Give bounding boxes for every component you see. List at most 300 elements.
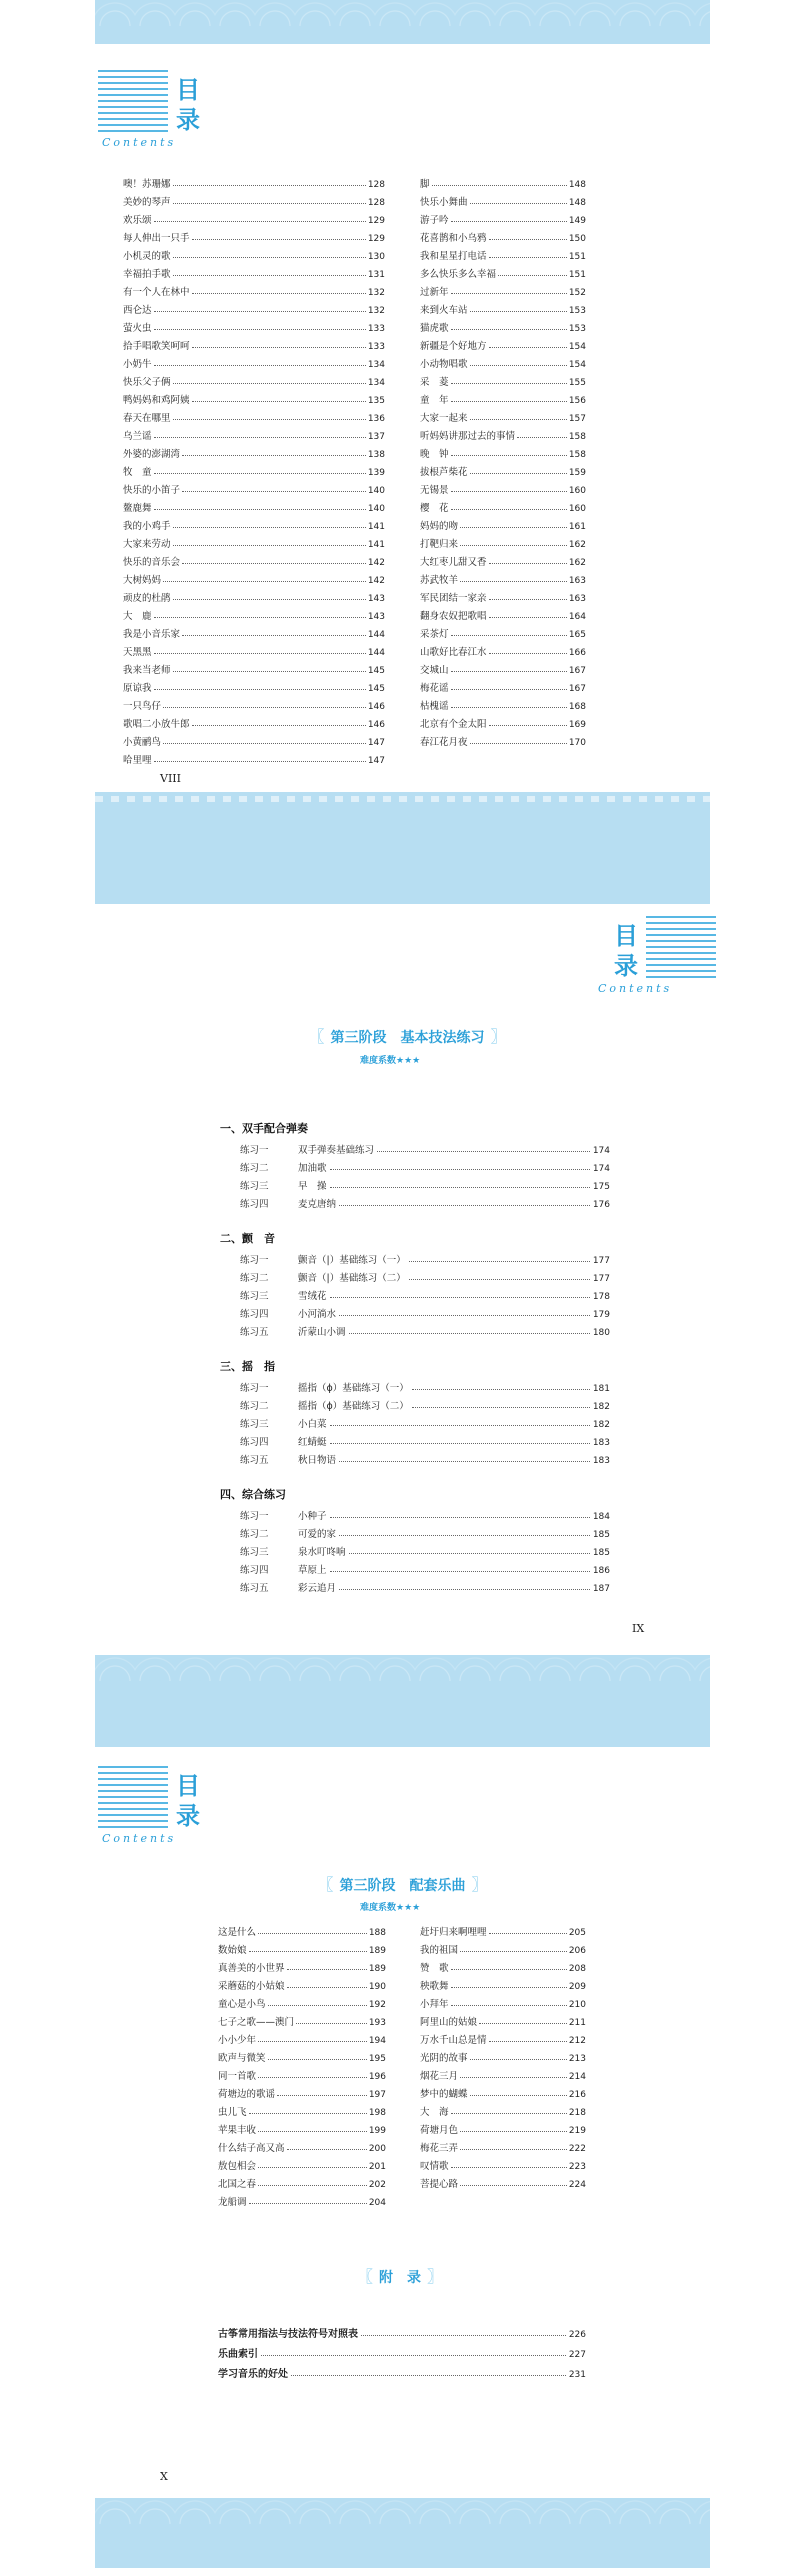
exercise-page: 177 xyxy=(592,1256,610,1266)
toc-entry[interactable] xyxy=(420,478,586,496)
exercise-entry[interactable] xyxy=(240,1156,610,1174)
appendix-entry[interactable] xyxy=(218,2340,586,2360)
toc-entry[interactable] xyxy=(420,2046,586,2064)
dot-leader xyxy=(489,563,567,564)
toc-entry[interactable] xyxy=(420,568,586,586)
appendix-entry[interactable] xyxy=(218,2360,586,2380)
toc-entry-page: 154 xyxy=(568,360,586,370)
toc-entry[interactable] xyxy=(420,640,586,658)
toc-entry[interactable] xyxy=(420,694,586,712)
toc-entry[interactable] xyxy=(123,280,385,298)
toc-entry[interactable] xyxy=(420,406,586,424)
dot-leader xyxy=(451,2167,567,2168)
toc-entry[interactable] xyxy=(123,352,385,370)
toc-entry[interactable] xyxy=(420,190,586,208)
toc-entry[interactable] xyxy=(123,676,385,694)
exercise-page: 185 xyxy=(592,1530,610,1540)
toc-entry-page: 151 xyxy=(568,252,586,262)
exercise-page: 178 xyxy=(592,1292,610,1302)
dot-leader xyxy=(182,491,366,492)
toc-entry[interactable] xyxy=(420,550,586,568)
toc-entry[interactable] xyxy=(123,370,385,388)
exercise-number: 练习四 xyxy=(240,1309,269,1320)
toc-entry[interactable] xyxy=(218,2010,386,2028)
title-char-mu: 目 xyxy=(176,75,200,104)
toc-entry-page: 190 xyxy=(368,1982,386,1992)
toc-entry-title: 大 海 xyxy=(420,2107,449,2118)
toc-entry-page: 138 xyxy=(367,450,385,460)
dot-leader xyxy=(182,635,366,636)
toc-entry-title: 虫儿飞 xyxy=(218,2107,247,2118)
toc-entry[interactable] xyxy=(218,2028,386,2046)
toc-entry-page: 141 xyxy=(367,540,385,550)
toc-entry-page: 133 xyxy=(367,342,385,352)
dot-leader xyxy=(173,257,366,258)
toc-entry-title: 阿里山的姑娘 xyxy=(420,2017,478,2028)
toc-entry[interactable] xyxy=(420,388,586,406)
exercise-entry[interactable] xyxy=(240,1522,610,1540)
dot-leader xyxy=(192,725,366,726)
dot-leader xyxy=(460,527,567,528)
exercise-number: 练习三 xyxy=(240,1181,269,1192)
appendix-entry-page: 227 xyxy=(568,2350,586,2360)
toc-entry[interactable] xyxy=(123,262,385,280)
exercise-page: 183 xyxy=(592,1456,610,1466)
toc-entry-title: 我的祖国 xyxy=(420,1945,459,1956)
exercise-page: 185 xyxy=(592,1548,610,1558)
exercise-number: 练习一 xyxy=(240,1511,269,1522)
toc-entry-page: 128 xyxy=(367,180,385,190)
toc-entry[interactable] xyxy=(123,712,385,730)
title-char-mu: 目 xyxy=(614,921,638,950)
toc-entry[interactable] xyxy=(218,1956,386,1974)
toc-entry[interactable] xyxy=(420,280,586,298)
exercise-title: 雪绒花 xyxy=(298,1291,327,1302)
dot-leader xyxy=(460,2131,567,2132)
dot-leader xyxy=(330,1187,590,1188)
toc-right-column xyxy=(420,1920,586,2190)
contents-header xyxy=(590,916,720,1006)
dot-leader xyxy=(154,221,366,222)
toc-entry-page: 132 xyxy=(367,306,385,316)
exercise-entry[interactable] xyxy=(240,1248,610,1266)
dot-leader xyxy=(451,509,567,510)
toc-entry-title: 真善美的小世界 xyxy=(218,1963,285,1974)
dot-leader xyxy=(154,761,366,762)
dot-leader xyxy=(451,221,567,222)
toc-entry-title: 苹果丰收 xyxy=(218,2125,257,2136)
stripe-decoration xyxy=(646,916,716,978)
toc-entry-page: 198 xyxy=(368,2108,386,2118)
toc-entry-title: 萤火虫 xyxy=(123,323,152,334)
exercise-entry[interactable] xyxy=(240,1266,610,1284)
toc-entry-page: 210 xyxy=(568,2000,586,2010)
toc-entry[interactable] xyxy=(123,586,385,604)
toc-entry[interactable] xyxy=(123,658,385,676)
dot-leader xyxy=(451,455,567,456)
toc-entry[interactable] xyxy=(123,640,385,658)
toc-entry[interactable] xyxy=(123,244,385,262)
stage-title-text: 第三阶段 配套乐曲 xyxy=(339,1878,466,1894)
toc-entry-title: 快乐父子俩 xyxy=(123,377,171,388)
toc-entry[interactable] xyxy=(420,2136,586,2154)
toc-entry[interactable] xyxy=(123,604,385,622)
dot-leader xyxy=(470,743,567,744)
toc-entry-page: 133 xyxy=(367,324,385,334)
toc-entry[interactable] xyxy=(420,2118,586,2136)
toc-entry-title: 菩提心路 xyxy=(420,2179,459,2190)
dot-leader xyxy=(470,2059,567,2060)
toc-entry[interactable] xyxy=(123,694,385,712)
toc-entry[interactable] xyxy=(123,532,385,550)
toc-entry[interactable] xyxy=(218,1938,386,1956)
toc-entry-page: 145 xyxy=(367,666,385,676)
toc-entry[interactable] xyxy=(420,604,586,622)
toc-entry[interactable] xyxy=(420,208,586,226)
toc-entry-page: 214 xyxy=(568,2072,586,2082)
toc-entry[interactable] xyxy=(420,262,586,280)
exercise-title: 小白菜 xyxy=(298,1419,327,1430)
exercise-number: 练习三 xyxy=(240,1419,269,1430)
toc-entry-title: 赞 歌 xyxy=(420,1963,449,1974)
toc-entry-title: 鳌鹿舞 xyxy=(123,503,152,514)
toc-entry[interactable] xyxy=(123,316,385,334)
title-char-mu: 目 xyxy=(176,1771,200,1800)
toc-entry-page: 199 xyxy=(368,2126,386,2136)
toc-entry[interactable] xyxy=(123,406,385,424)
toc-entry-page: 150 xyxy=(568,234,586,244)
toc-entry-title: 听妈妈讲那过去的事情 xyxy=(420,431,516,442)
dot-leader xyxy=(173,419,366,420)
toc-entry[interactable] xyxy=(123,388,385,406)
toc-entry-page: 165 xyxy=(568,630,586,640)
toc-entry[interactable] xyxy=(123,568,385,586)
toc-entry-page: 142 xyxy=(367,558,385,568)
exercise-title: 沂蒙山小调 xyxy=(298,1327,346,1338)
toc-entry-page: 196 xyxy=(368,2072,386,2082)
dot-leader xyxy=(173,545,366,546)
toc-entry[interactable] xyxy=(123,460,385,478)
toc-entry-page: 223 xyxy=(568,2162,586,2172)
dot-leader xyxy=(173,599,366,600)
dot-leader xyxy=(163,743,366,744)
exercise-entry[interactable] xyxy=(240,1394,610,1412)
dot-leader xyxy=(361,2335,566,2336)
toc-entry-title: 天黑黑 xyxy=(123,647,152,658)
toc-entry[interactable] xyxy=(123,730,385,748)
toc-entry-page: 140 xyxy=(367,504,385,514)
toc-entry[interactable] xyxy=(420,2154,586,2172)
toc-entry-page: 204 xyxy=(368,2198,386,2208)
toc-entry[interactable] xyxy=(123,622,385,640)
contents-label: Contents xyxy=(102,1832,177,1845)
toc-entry[interactable] xyxy=(420,370,586,388)
exercise-list xyxy=(240,1504,610,1594)
toc-entry[interactable] xyxy=(420,172,586,190)
toc-entry[interactable] xyxy=(420,316,586,334)
toc-entry[interactable] xyxy=(420,1938,586,1956)
toc-entry-page: 197 xyxy=(368,2090,386,2100)
toc-entry[interactable] xyxy=(420,442,586,460)
exercise-entry[interactable] xyxy=(240,1412,610,1430)
exercise-number: 练习四 xyxy=(240,1437,269,1448)
dot-leader xyxy=(249,2113,367,2114)
toc-entry[interactable] xyxy=(420,2028,586,2046)
exercise-entry[interactable] xyxy=(240,1138,610,1156)
toc-entry[interactable] xyxy=(420,244,586,262)
toc-entry-page: 158 xyxy=(568,450,586,460)
toc-entry-page: 212 xyxy=(568,2036,586,2046)
toc-entry[interactable] xyxy=(420,676,586,694)
toc-entry-title: 我和星星打电话 xyxy=(420,251,487,262)
exercise-title: 可爱的家 xyxy=(298,1529,337,1540)
toc-entry[interactable] xyxy=(218,2136,386,2154)
exercise-number: 练习四 xyxy=(240,1199,269,1210)
dot-leader xyxy=(339,1461,590,1462)
toc-entry-page: 194 xyxy=(368,2036,386,2046)
dot-leader xyxy=(173,203,366,204)
dot-leader xyxy=(258,2077,367,2078)
appendix-entry-title: 乐曲索引 xyxy=(218,2349,258,2360)
toc-entry[interactable] xyxy=(218,1920,386,1938)
toc-entry-title: 幸福拍手歌 xyxy=(123,269,171,280)
dot-leader xyxy=(192,239,366,240)
toc-entry-page: 148 xyxy=(568,180,586,190)
toc-entry[interactable] xyxy=(218,2046,386,2064)
dot-leader xyxy=(451,1969,567,1970)
toc-entry[interactable] xyxy=(218,2154,386,2172)
toc-entry[interactable] xyxy=(420,658,586,676)
toc-entry-title: 欢乐颂 xyxy=(123,215,152,226)
toc-entry-page: 219 xyxy=(568,2126,586,2136)
toc-entry[interactable] xyxy=(420,424,586,442)
toc-entry[interactable] xyxy=(420,460,586,478)
toc-entry-title: 小机灵的歌 xyxy=(123,251,171,262)
dot-leader xyxy=(258,1933,367,1934)
contents-label: Contents xyxy=(598,982,673,995)
toc-entry-title: 春江花月夜 xyxy=(420,737,468,748)
dot-leader xyxy=(154,473,366,474)
toc-entry-title: 妈妈的吻 xyxy=(420,521,459,532)
toc-entry[interactable] xyxy=(420,352,586,370)
toc-entry[interactable] xyxy=(420,2010,586,2028)
divider-band xyxy=(95,792,710,904)
exercise-page: 175 xyxy=(592,1182,610,1192)
toc-entry[interactable] xyxy=(218,2082,386,2100)
exercise-entry[interactable] xyxy=(240,1448,610,1466)
dot-leader xyxy=(451,689,567,690)
toc-entry[interactable] xyxy=(420,2172,586,2190)
dot-leader xyxy=(287,2149,367,2150)
dot-leader xyxy=(291,2375,566,2376)
toc-entry[interactable] xyxy=(420,496,586,514)
appendix-list xyxy=(218,2320,586,2380)
toc-entry[interactable] xyxy=(123,442,385,460)
toc-entry-title: 拾手唱歌笑呵呵 xyxy=(123,341,190,352)
dot-leader xyxy=(330,1425,590,1426)
toc-entry[interactable] xyxy=(123,208,385,226)
toc-entry-title: 乌兰谣 xyxy=(123,431,152,442)
toc-entry-page: 189 xyxy=(368,1964,386,1974)
toc-entry-page: 189 xyxy=(368,1946,386,1956)
exercise-entry[interactable] xyxy=(240,1192,610,1210)
toc-entry[interactable] xyxy=(420,586,586,604)
toc-entry[interactable] xyxy=(420,226,586,244)
exercise-entry[interactable] xyxy=(240,1504,610,1522)
toc-entry[interactable] xyxy=(218,2064,386,2082)
exercise-entry[interactable] xyxy=(240,1558,610,1576)
toc-entry[interactable] xyxy=(420,712,586,730)
toc-entry-title: 小黄鹂鸟 xyxy=(123,737,162,748)
toc-entry-page: 149 xyxy=(568,216,586,226)
dot-leader xyxy=(163,581,366,582)
exercise-list xyxy=(240,1138,610,1210)
dot-leader xyxy=(432,185,567,186)
toc-entry[interactable] xyxy=(218,1974,386,1992)
toc-entry-title: 美妙的琴声 xyxy=(123,197,171,208)
dot-leader xyxy=(377,1151,590,1152)
toc-entry[interactable] xyxy=(123,514,385,532)
dot-leader xyxy=(409,1261,590,1262)
exercise-title: 红蜻蜓 xyxy=(298,1437,327,1448)
exercise-group-title: 一、双手配合弹奏 xyxy=(220,1122,308,1135)
toc-left-column xyxy=(218,1920,386,2208)
dot-leader xyxy=(460,1951,567,1952)
contents-header xyxy=(98,1766,228,1856)
exercise-number: 练习二 xyxy=(240,1163,269,1174)
contents-header xyxy=(98,70,228,160)
toc-entry-page: 140 xyxy=(367,486,385,496)
toc-entry-page: 192 xyxy=(368,2000,386,2010)
title-char-lu: 录 xyxy=(176,105,200,134)
dot-leader xyxy=(489,725,567,726)
toc-entry-title: 过新年 xyxy=(420,287,449,298)
dot-leader xyxy=(154,311,366,312)
toc-entry[interactable] xyxy=(123,550,385,568)
toc-entry-title: 大家来劳动 xyxy=(123,539,171,550)
exercise-page: 180 xyxy=(592,1328,610,1338)
toc-entry[interactable] xyxy=(123,748,385,766)
stripe-decoration xyxy=(98,70,168,132)
toc-entry-title: 大红枣儿甜又香 xyxy=(420,557,487,568)
toc-entry[interactable] xyxy=(218,2190,386,2208)
dot-leader xyxy=(258,2185,367,2186)
exercise-entry[interactable] xyxy=(240,1302,610,1320)
dot-leader xyxy=(339,1205,590,1206)
toc-entry-page: 161 xyxy=(568,522,586,532)
toc-entry-page: 163 xyxy=(568,576,586,586)
toc-entry[interactable] xyxy=(218,2118,386,2136)
toc-entry[interactable] xyxy=(420,730,586,748)
toc-entry[interactable] xyxy=(420,1920,586,1938)
toc-entry[interactable] xyxy=(123,298,385,316)
toc-entry[interactable] xyxy=(420,622,586,640)
toc-entry[interactable] xyxy=(420,514,586,532)
toc-entry-title: 大 鹿 xyxy=(123,611,152,622)
dot-leader xyxy=(349,1333,590,1334)
exercise-title: 小种子 xyxy=(298,1511,327,1522)
toc-entry[interactable] xyxy=(420,2082,586,2100)
dot-leader xyxy=(489,239,567,240)
toc-entry-title: 打靶归来 xyxy=(420,539,459,550)
toc-entry-title: 赶圩归来啊哩哩 xyxy=(420,1927,487,1938)
toc-entry-title: 欧声与微笑 xyxy=(218,2053,266,2064)
exercise-entry[interactable] xyxy=(240,1320,610,1338)
dot-leader xyxy=(192,293,366,294)
dot-leader xyxy=(470,2095,567,2096)
bracket-left: 〖 xyxy=(317,1875,334,1894)
toc-entry[interactable] xyxy=(420,2100,586,2118)
toc-entry[interactable] xyxy=(420,298,586,316)
toc-entry-title: 北国之春 xyxy=(218,2179,257,2190)
bracket-right: 〗 xyxy=(427,2267,444,2286)
toc-entry[interactable] xyxy=(420,1992,586,2010)
exercise-entry[interactable] xyxy=(240,1174,610,1192)
toc-entry-title: 噢！苏珊娜 xyxy=(123,179,171,190)
toc-entry[interactable] xyxy=(123,478,385,496)
dot-leader xyxy=(268,2005,367,2006)
toc-entry-page: 153 xyxy=(568,306,586,316)
toc-entry[interactable] xyxy=(420,532,586,550)
exercise-number: 练习五 xyxy=(240,1455,269,1466)
toc-entry[interactable] xyxy=(218,2172,386,2190)
exercise-entry[interactable] xyxy=(240,1576,610,1594)
toc-entry-page: 201 xyxy=(368,2162,386,2172)
toc-entry[interactable] xyxy=(420,2064,586,2082)
bottom-band xyxy=(95,2498,710,2568)
toc-entry[interactable] xyxy=(218,2100,386,2118)
toc-entry-title: 一只鸟仔 xyxy=(123,701,162,712)
toc-entry-title: 山歌好比春江水 xyxy=(420,647,487,658)
toc-entry-page: 209 xyxy=(568,1982,586,1992)
exercise-entry[interactable] xyxy=(240,1284,610,1302)
toc-entry-page: 168 xyxy=(568,702,586,712)
exercise-page: 174 xyxy=(592,1164,610,1174)
toc-entry[interactable] xyxy=(123,496,385,514)
exercise-entry[interactable] xyxy=(240,1376,610,1394)
toc-entry[interactable] xyxy=(123,190,385,208)
toc-entry-title: 这是什么 xyxy=(218,1927,257,1938)
toc-entry[interactable] xyxy=(420,1956,586,1974)
toc-entry-page: 216 xyxy=(568,2090,586,2100)
exercise-entry[interactable] xyxy=(240,1430,610,1448)
exercise-entry[interactable] xyxy=(240,1540,610,1558)
toc-entry[interactable] xyxy=(123,424,385,442)
toc-entry-title: 苏武牧羊 xyxy=(420,575,459,586)
stage-title xyxy=(290,1024,525,1047)
toc-entry[interactable] xyxy=(420,1974,586,1992)
toc-entry[interactable] xyxy=(420,334,586,352)
appendix-entry[interactable] xyxy=(218,2320,586,2340)
toc-entry[interactable] xyxy=(123,172,385,190)
toc-entry-title: 快乐的小笛子 xyxy=(123,485,181,496)
toc-entry-title: 万水千山总是情 xyxy=(420,2035,487,2046)
toc-entry-page: 148 xyxy=(568,198,586,208)
toc-entry-page: 205 xyxy=(568,1928,586,1938)
exercise-title: 摇指（ϕ）基础练习（一） xyxy=(298,1383,409,1394)
toc-entry[interactable] xyxy=(123,334,385,352)
appendix-entry-title: 学习音乐的好处 xyxy=(218,2369,288,2380)
contents-label: Contents xyxy=(102,136,177,149)
toc-entry-title: 大树妈妈 xyxy=(123,575,162,586)
toc-entry-title: 无锡景 xyxy=(420,485,449,496)
toc-entry-page: 153 xyxy=(568,324,586,334)
toc-entry[interactable] xyxy=(123,226,385,244)
dot-leader xyxy=(412,1389,590,1390)
exercise-group-title: 二、颤 音 xyxy=(220,1232,275,1245)
toc-entry[interactable] xyxy=(218,1992,386,2010)
dot-leader xyxy=(451,707,567,708)
